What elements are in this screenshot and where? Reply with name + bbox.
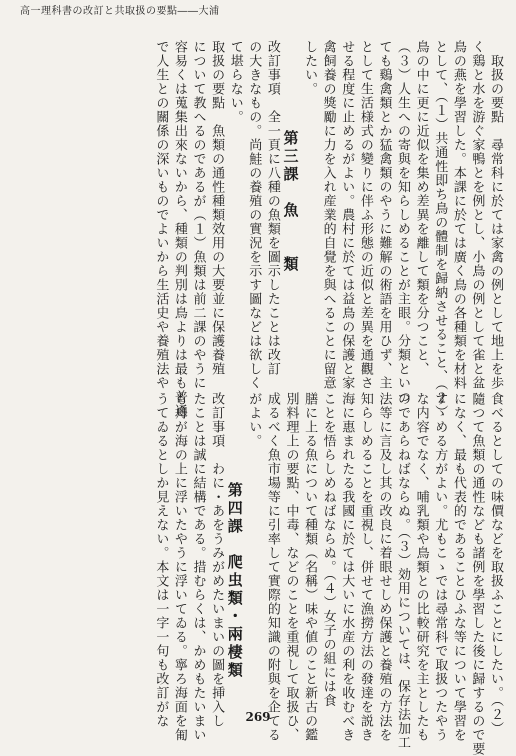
bottom-text-column: たことは誠に結構である。措むらくは、かめもたいまい [190, 392, 206, 742]
running-header: 高一理科書の改訂と共取扱の要點――大浦 [20, 6, 220, 17]
bottom-text-column: 食べるとしての味價などを取扱ふことにしたい。（２） [488, 392, 503, 736]
top-text-column: で人生との關係の深いものでよいから生活史や養殖法や [153, 40, 169, 390]
bottom-text-column: 法等に言及し其の改良に着眼せしめ保護と養殖の方法を [376, 392, 392, 742]
top-text-column: 容易くは蒐集出來ないから、種類の判別は鳥よりは最も普通 [171, 40, 187, 418]
top-text-column: 取扱の要點 魚類の通性種類效用の大要並に保護養殖 [209, 40, 225, 376]
top-text-column: 鳥の燕を學習した。本課に於ては廣く鳥の各種類を材料 [450, 40, 466, 390]
top-text-block [12, 40, 504, 419]
bottom-text-column: 隨つて魚類の通性なども諸例を學習した後に歸するので要 [469, 392, 485, 756]
top-text-column: く鶏と水を游ぐ家鴨とを例とし、小鳥の例として雀と盆 [469, 40, 485, 390]
bottom-text-column: も舟が海の上に浮いたやうに浮いてゐる。寧ろ海面を匍 [171, 392, 187, 742]
top-text-column: 鳥の中に更に近似を集め差異を離して類を分つこと、 [413, 40, 429, 376]
top-text-column: の大きなもの。尚鮭の養殖の實況を示す圖などは欲しく [246, 40, 262, 390]
top-text-column: として生活様式の變りに伴ふ形態の近似と差異を通觀さ [357, 40, 373, 390]
top-text-column: 取扱の要點 尋常科に於ては家禽の例として地上を歩 [488, 40, 503, 390]
top-text-column: として、（１）共通性即ち鳥の體制を歸納させること、（２） [432, 40, 448, 419]
top-text-column: （３）人生への寄與を知らしめることが主眼。分類といつ [395, 40, 411, 404]
bottom-text-column: 海に惠まれたる我國に於ては大いに水産の利を收むべき [339, 392, 355, 742]
bottom-text-column: のであらねばならぬ。（３）効用については、保存法加工 [395, 392, 411, 750]
bottom-text-column: 知らしめることを重視し、併せて漁撈方法の發達を説き [357, 392, 373, 742]
bottom-text-column: 別料理上の要點、中毒、などのことを重視して取扱ひ、 [283, 392, 299, 742]
top-text-column: 改訂事項 全一頁に八種の魚類を圖示したことは改訂 [264, 40, 280, 376]
top-text-column: ても鷄禽類とか猛禽類のやうに難解の術語を用ひず、主 [376, 40, 392, 390]
bottom-text-column: 第四課 爬虫類・兩棲類 [225, 392, 244, 680]
top-text-column: せる程度に止めるがよい。農村に於ては益鳥の保護と家 [339, 40, 355, 390]
top-text-column: 第三課 魚 類 [281, 40, 300, 274]
bottom-text-column: うてゐるとしか見えない。本文は一字一句も改訂がな [153, 392, 169, 728]
top-text-column: について教へるのであるが（１）魚類は前二課のやうに [190, 40, 206, 390]
page-number: 269 [245, 710, 271, 724]
bottom-text-column: ことを悟らしめねばならぬ。（４）女子の組には食 [320, 392, 336, 708]
bottom-text-column: 改訂事項 わに・あをうみがめたいまいの圖を挿入し [209, 392, 225, 728]
bottom-text-column: な内容でなく、哺乳類や鳥類との比較研究を主としたも [413, 392, 429, 742]
bottom-text-column: 成るべく魚市場等に引率して實際的知識の附與を企てる [264, 392, 280, 742]
top-text-column: て堪らない。 [227, 40, 243, 124]
top-text-column: 禽飼養の獎勵に力を入れ産業的自覺を與へることに留意 [320, 40, 336, 390]
bottom-text-column: になく、最も代表的であることひふな等について學習を [450, 392, 466, 742]
bottom-text-column: すゝめる方がよい。尤もこゝでは尋常科で取扱つたやう [432, 392, 448, 742]
top-text-column: したい。 [302, 40, 318, 96]
bottom-text-column: 膳に上る魚について種類（名稱）味や値のこと新古の鑑 [302, 392, 318, 742]
bottom-text-column: がよい。 [246, 392, 262, 448]
